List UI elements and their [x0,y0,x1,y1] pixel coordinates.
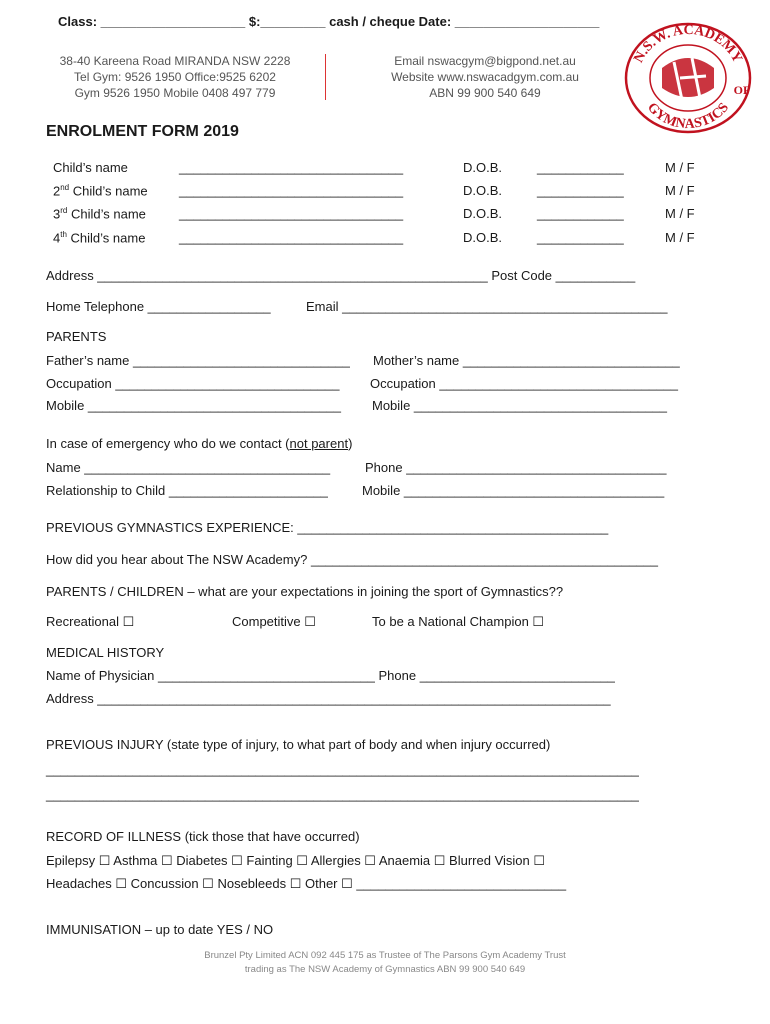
sex-select[interactable]: M / F [665,160,695,175]
child-name-field[interactable]: _______________________________ [179,230,404,245]
national-champion-checkbox[interactable]: To be a National Champion ☐ [372,614,545,629]
child-label: 4th Child’s name [53,230,146,246]
footer-line: Brunzel Pty Limited ACN 092 445 175 as Trustee of The Parsons Gym Academy Trust [204,950,566,961]
svg-text:GYMNASTICS [644,100,732,132]
child-row [53,230,713,248]
illness-checkboxes-row[interactable]: Epilepsy ☐ Asthma ☐ Diabetes ☐ Fainting ☐ Allergies ☐ Anaemia ☐ Blurred Vision ☐ [46,853,546,868]
mothers-name-field[interactable]: Mother’s name ______________________________ [373,353,680,368]
mother-mobile-field[interactable]: Mobile ___________________________________ [372,398,667,413]
illness-heading: RECORD OF ILLNESS (tick those that have occurred) [46,829,360,844]
medical-heading: MEDICAL HISTORY [46,645,165,660]
dob-label: D.O.B. [463,206,503,221]
father-mobile-field[interactable]: Mobile ___________________________________ [46,398,341,413]
address-field[interactable]: Address ______________________________________________________ Post Code ___________ [46,268,636,283]
illness-checkboxes-row[interactable]: Headaches ☐ Concussion ☐ Nosebleeds ☐ Other ☐ _____________________________ [46,876,567,891]
father-occupation-field[interactable]: Occupation _______________________________ [46,376,340,391]
medical-address-field[interactable]: Address _______________________________________________________________________ [46,691,611,706]
dob-field[interactable]: ____________ [537,206,624,221]
emergency-phone-field[interactable]: Phone ____________________________________ [365,460,667,475]
sex-select[interactable]: M / F [665,183,695,198]
sex-select[interactable]: M / F [665,206,695,221]
child-name-field[interactable]: _______________________________ [179,206,404,221]
address-line: Tel Gym: 9526 1950 Office:9525 6202 [74,70,276,84]
dob-field[interactable]: ____________ [537,183,624,198]
logo-text-right: OF [733,83,751,97]
injury-line[interactable]: __________________________________________________________________________________ [46,787,639,802]
injury-heading: PREVIOUS INJURY (state type of injury, to what part of body and when injury occurred) [46,737,551,752]
address-line: Gym 9526 1950 Mobile 0408 497 779 [74,86,276,100]
child-row [53,183,713,201]
child-label: Child’s name [53,160,128,175]
previous-experience-field[interactable]: PREVIOUS GYMNASTICS EXPERIENCE: ___________________________________________ [46,520,609,535]
sex-select[interactable]: M / F [665,230,695,245]
child-label: 2nd Child’s name [53,183,148,199]
home-telephone-field[interactable]: Home Telephone _________________ [46,299,271,314]
child-name-field[interactable]: _______________________________ [179,160,404,175]
competitive-checkbox[interactable]: Competitive ☐ [232,614,316,629]
footer-line: trading as The NSW Academy of Gymnastics ABN 99 900 540 649 [244,964,526,975]
parents-heading: PARENTS [46,329,107,344]
relationship-field[interactable]: Relationship to Child ______________________ [46,483,328,498]
academy-address [25,53,325,101]
form-title: ENROLMENT FORM 2019 [46,123,239,140]
fathers-name-field[interactable]: Father’s name ______________________________ [46,353,350,368]
logo-text-bottom: GYMNASTICS [643,100,733,133]
class-fee-date-line: Class: ____________________ $:_________ cash / cheque Date: ____________________ [58,14,600,29]
abn-line: ABN 99 900 540 649 [429,86,541,100]
physician-field[interactable]: Name of Physician ______________________________ Phone ___________________________ [46,668,615,683]
how-did-you-hear-field[interactable]: How did you hear about The NSW Academy? ________________________________________________ [46,552,658,567]
child-name-field[interactable]: _______________________________ [179,183,404,198]
header-divider [325,54,326,100]
academy-logo [622,18,754,134]
mother-occupation-field[interactable]: Occupation _________________________________ [370,376,678,391]
expectations-question: PARENTS / CHILDREN – what are your expectations in joining the sport of Gymnastics?? [46,584,564,599]
immunisation-field[interactable]: IMMUNISATION – up to date YES / NO [46,922,274,937]
email-field[interactable]: Email _____________________________________________ [306,299,668,314]
child-row [53,206,713,224]
academy-contact [355,53,615,101]
dob-label: D.O.B. [463,183,503,198]
child-row [53,160,713,178]
child-label: 3rd Child’s name [53,206,146,222]
emergency-heading: In case of emergency who do we contact (not parent) [46,436,353,451]
recreational-checkbox[interactable]: Recreational ☐ [46,614,135,629]
logo-text-top: N.S.W. ACADEMY [631,22,745,66]
injury-line[interactable]: __________________________________________________________________________________ [46,762,639,777]
address-line: 38-40 Kareena Road MIRANDA NSW 2228 [59,54,291,68]
website-line: Website www.nswacadgym.com.au [391,70,579,84]
dob-label: D.O.B. [463,230,503,245]
dob-field[interactable]: ____________ [537,230,624,245]
emergency-mobile-field[interactable]: Mobile ____________________________________ [362,483,665,498]
dob-field[interactable]: ____________ [537,160,624,175]
email-line: Email nswacgym@bigpond.net.au [394,54,576,68]
emergency-name-field[interactable]: Name __________________________________ [46,460,331,475]
dob-label: D.O.B. [463,160,503,175]
